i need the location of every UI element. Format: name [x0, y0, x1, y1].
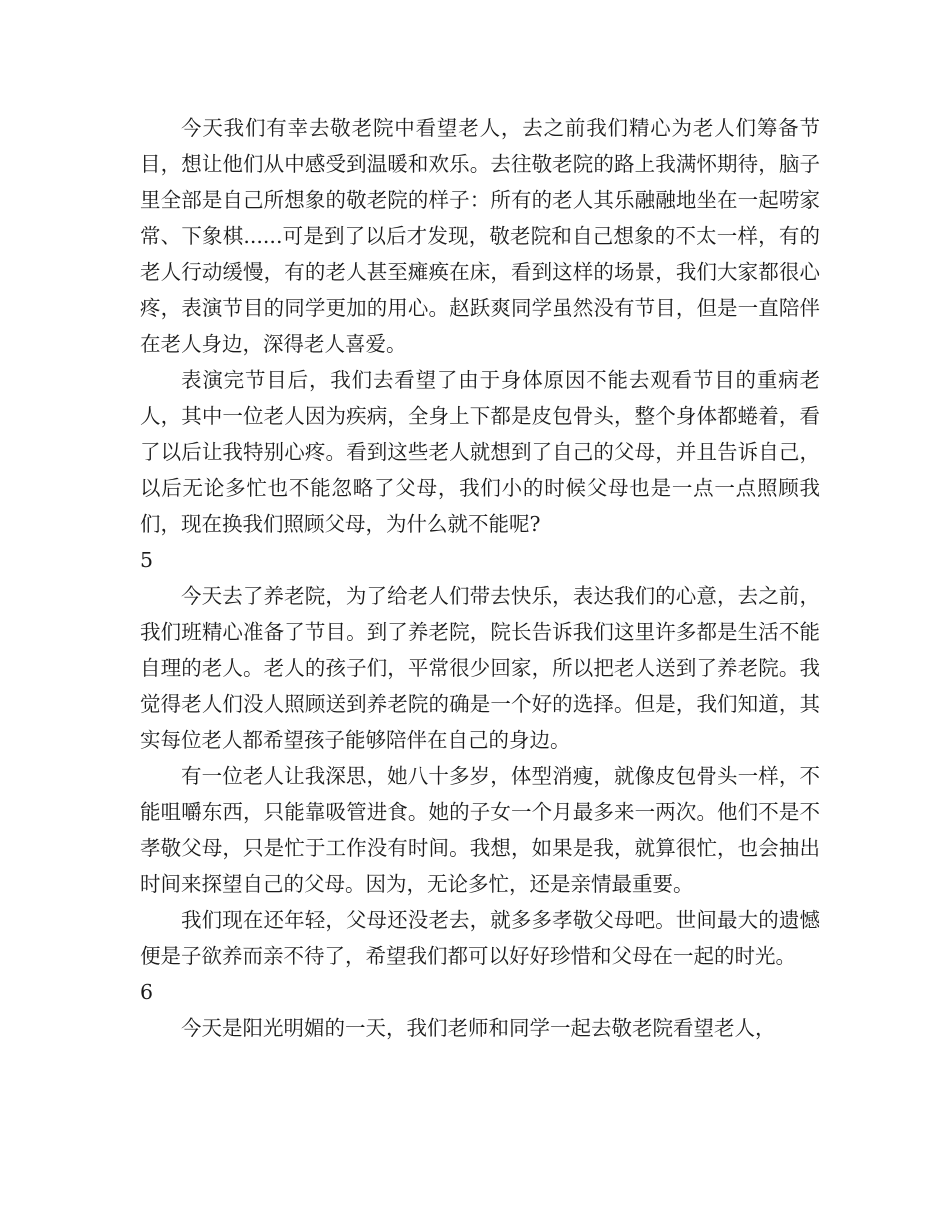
paragraph-filial-piety: 我们现在还年轻，父母还没老去，就多多孝敬父母吧。世间最大的遗憾便是子欲养而亲不待了，希望我们都可以好好珍惜和父母在一起的时光。	[140, 908, 820, 968]
paragraph-retirement-home: 今天去了养老院，为了给老人们带去快乐，表达我们的心意，去之前，我们班精心准备了节目。到了养老院，院长告诉我们这里许多都是生活不能自理的老人。老人的孩子们，平常很少回家，所以把老人送到了养老院。我觉得老人们没人照顾送到养老院的确是一个好的选择。但是，我们知道，其实每位老人都希望孩子能够陪伴在自己的身边。	[140, 584, 820, 752]
paragraph-elderly-woman: 有一位老人让我深思，她八十多岁，体型消瘦，就像皮包骨头一样，不能咀嚼东西，只能靠吸管进食。她的子女一个月最多来一两次。他们不是不孝敬父母，只是忙于工作没有时间。我想，如果是我，就算很忙，也会抽出时间来探望自己的父母。因为，无论多忙，还是亲情最重要。	[140, 764, 820, 896]
paragraph-visit-sick-elders: 表演完节目后，我们去看望了由于身体原因不能去观看节目的重病老人，其中一位老人因为疾病，全身上下都是皮包骨头，整个身体都蜷着，看了以后让我特别心疼。看到这些老人就想到了自己的父母，并且告诉自己，以后无论多忙也不能忽略了父母，我们小的时候父母也是一点一点照顾我们，现在换我们照顾父母，为什么就不能呢?	[140, 368, 820, 536]
section-number-6: 6	[140, 980, 154, 1004]
section-number-5: 5	[140, 548, 154, 572]
document-body	[140, 110, 820, 1046]
paragraph-sunny-day: 今天是阳光明媚的一天，我们老师和同学一起去敬老院看望老人，	[181, 1016, 776, 1040]
paragraph-visit-nursing-home: 今天我们有幸去敬老院中看望老人，去之前我们精心为老人们筹备节目，想让他们从中感受到温暖和欢乐。去往敬老院的路上我满怀期待，脑子里全部是自己所想象的敬老院的样子：所有的老人其乐融融地坐在一起唠家常、下象棋......可是到了以后才发现，敬老院和自己想象的不太一样，有的老人行动缓慢，有的老人甚至瘫痪在床，看到这样的场景，我们大家都很心疼，表演节目的同学更加的用心。赵跃爽同学虽然没有节目，但是一直陪伴在老人身边，深得老人喜爱。	[140, 116, 820, 356]
